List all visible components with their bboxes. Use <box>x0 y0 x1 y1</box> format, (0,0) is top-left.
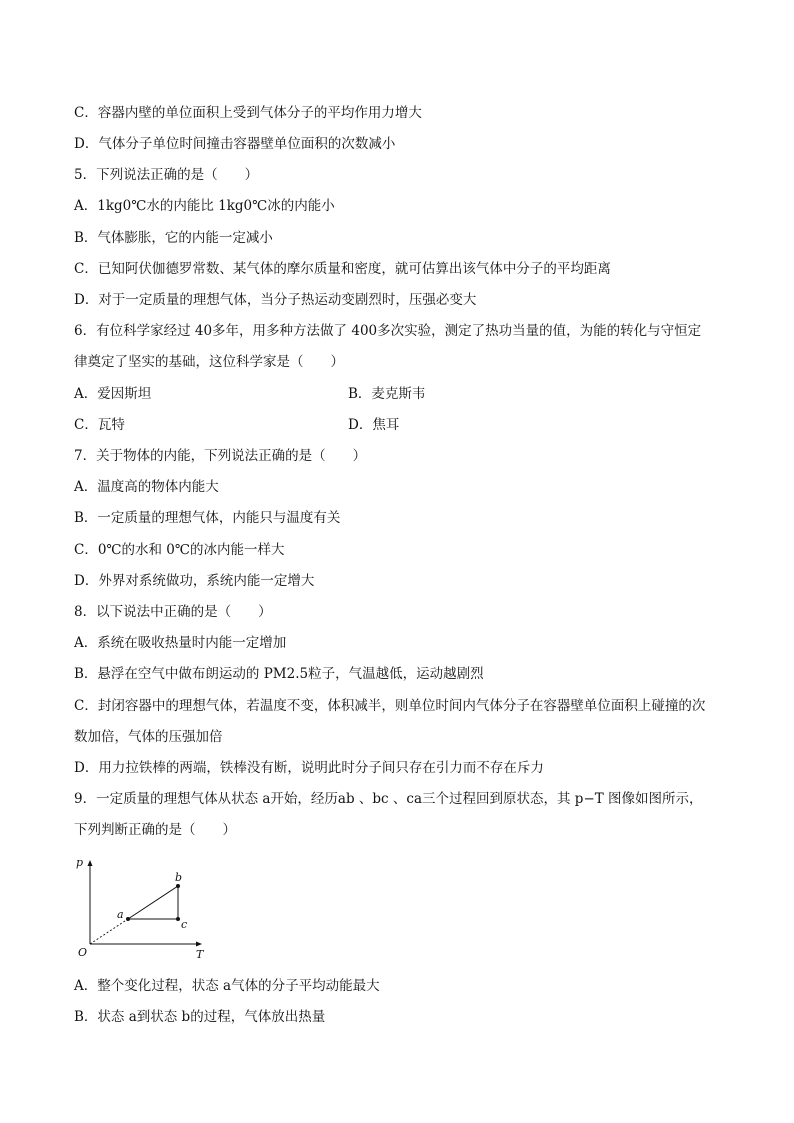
q6-options-row1 <box>74 384 151 404</box>
point-b <box>176 884 180 888</box>
q9-stem-line1: 9．一定质量的理想气体从状态 a开始，经历ab 、bc 、ca三个过程回到原状态，其 p−T 图像如图所示， <box>74 791 703 807</box>
q4-option-d: D．气体分子单位时间撞击容器壁单位面积的次数减小 <box>74 136 396 152</box>
origin-label: O <box>78 946 88 959</box>
q6-option-d: D．焦耳 <box>348 417 400 433</box>
q6-stem-line1: 6．有位科学家经过 40多年，用多种方法做了 400多次实验，测定了热功当量的值，为能的转化与守恒定 <box>74 323 702 339</box>
q8-option-d: D．用力拉铁棒的两端，铁棒没有断，说明此时分子间只存在引力而不存在斥力 <box>74 760 544 776</box>
segment-ab <box>128 886 178 919</box>
q8-option-a: A．系统在吸收热量时内能一定增加 <box>74 635 287 651</box>
y-axis-arrow-icon <box>88 860 93 866</box>
q8-option-c-line2: 数加倍，气体的压强加倍 <box>74 729 223 745</box>
p-t-diagram <box>70 852 220 964</box>
q9-option-a: A．整个变化过程，状态 a气体的分子平均动能最大 <box>74 978 380 994</box>
q5-option-d: D．对于一定质量的理想气体，当分子热运动变剧烈时，压强必变大 <box>74 292 477 308</box>
q6-option-b: B．麦克斯韦 <box>348 386 426 402</box>
q9-stem-line2: 下列判断正确的是（ ） <box>74 822 236 838</box>
q8-stem: 8．以下说法中正确的是（ ） <box>74 604 272 620</box>
q5-option-a: A．1kg0℃水的内能比 1kg0℃冰的内能小 <box>74 198 335 214</box>
q7-stem: 7．关于物体的内能，下列说法正确的是（ ） <box>74 448 367 464</box>
q4-option-c: C．容器内壁的单位面积上受到气体分子的平均作用力增大 <box>74 105 422 121</box>
label-b: b <box>175 871 183 884</box>
q7-option-a: A．温度高的物体内能大 <box>74 479 219 495</box>
q6-option-c: C．瓦特 <box>74 417 125 433</box>
q7-option-b: B．一定质量的理想气体，内能只与温度有关 <box>74 510 341 526</box>
q9-option-b: B．状态 a到状态 b的过程，气体放出热量 <box>74 1009 326 1025</box>
label-c: c <box>181 918 188 931</box>
q6-stem-line2: 律奠定了坚实的基础，这位科学家是（ ） <box>74 354 344 370</box>
q5-option-b: B．气体膨胀，它的内能一定减小 <box>74 230 273 246</box>
q7-option-c: C．0℃的水和 0℃的冰内能一样大 <box>74 542 285 558</box>
q7-option-d: D．外界对系统做功，系统内能一定增大 <box>74 573 315 589</box>
point-a <box>126 917 130 921</box>
axis-label-t: T <box>196 948 204 961</box>
q6-option-a: A．爱因斯坦 <box>74 386 152 402</box>
x-axis-arrow-icon <box>196 942 202 947</box>
q5-stem: 5．下列说法正确的是（ ） <box>74 167 259 183</box>
q8-option-b: B．悬浮在空气中做布朗运动的 PM2.5粒子，气温越低，运动越剧烈 <box>74 666 484 682</box>
label-a: a <box>117 908 124 921</box>
q6-options-row2 <box>74 415 125 435</box>
dashed-line-origin-a <box>90 919 128 944</box>
q5-option-c: C．已知阿伏伽德罗常数、某气体的摩尔质量和密度，就可估算出该气体中分子的平均距离 <box>74 261 611 277</box>
point-c <box>176 917 180 921</box>
q8-option-c-line1: C．封闭容器中的理想气体，若温度不变，体积减半，则单位时间内气体分子在容器壁单位面积上碰撞的次 <box>74 698 706 714</box>
axis-label-p: p <box>76 856 84 869</box>
